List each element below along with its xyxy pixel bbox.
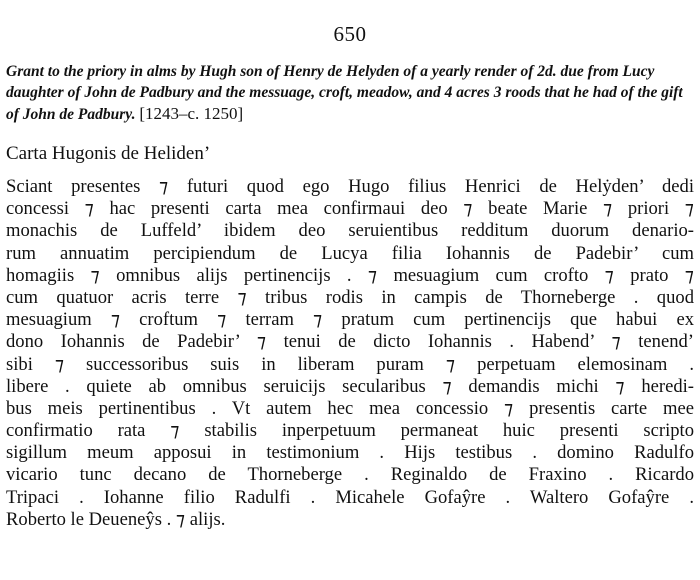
charter-title: Carta Hugonis de Heliden’ — [6, 143, 211, 164]
body-line: Roberto le Deueneŷs . ⁊ alijs. — [6, 508, 226, 530]
body-line: libere . quiete ab omnibus seruicijs secularibus ⁊ demandis michi ⁊ heredi- — [6, 375, 694, 397]
body-line: sibi ⁊ successoribus suis in liberam puram ⁊ perpetuam elemosinam . — [6, 353, 694, 375]
body-line: bus meis pertinentibus . Vt autem hec mea concessio ⁊ presentis carte mee — [6, 397, 694, 419]
body-line: vicario tunc decano de Thorneberge . Reginaldo de Fraxino . Ricardo — [6, 464, 694, 486]
body-line: cum quatuor acris terre ⁊ tribus rodis in campis de Thorneberge . quod — [6, 286, 694, 308]
body-line: Tripaci . Iohanne filio Radulfi . Micahele Gofaŷre . Waltero Gofaŷre . — [6, 486, 694, 508]
body-line: homagiis ⁊ omnibus alijs pertinencijs . ⁊ mesuagium cum crofto ⁊ prato ⁊ — [6, 264, 694, 286]
charter-body — [6, 176, 694, 531]
body-line: Sciant presentes ⁊ futuri quod ego Hugo filius Henrici de Helẏden’ dedi — [6, 176, 694, 197]
summary-date: [1243–c. 1250] — [139, 104, 244, 123]
body-line: concessi ⁊ hac presenti carta mea confirmaui deo ⁊ beate Marie ⁊ priori ⁊ — [6, 198, 694, 220]
body-line: sigillum meum apposui in testimonium . Hijs testibus . domino Radulfo — [6, 442, 694, 464]
summary-text: Grant to the priory in alms by Hugh son of Henry de Helyden of a yearly render of 2d. due from Lucy daughter of John de Padbury and the messuage, croft, meadow, and 4 acres 3 roods that he had of the gift of John de Padbury. — [6, 63, 683, 123]
body-line: monachis de Luffeld’ ibidem deo seruientibus redditum duorum denario- — [6, 220, 694, 242]
document-number: 650 — [333, 22, 367, 46]
charter-summary — [6, 61, 696, 125]
body-line: dono Iohannis de Padebir’ ⁊ tenui de dicto Iohannis . Habend’ ⁊ tenend’ — [6, 331, 694, 353]
body-line: rum annuatim percipiendum de Lucya filia Iohannis de Padebir’ cum — [6, 242, 694, 264]
body-line: confirmatio rata ⁊ stabilis inperpetuum permaneat huic presenti scripto — [6, 420, 694, 442]
body-line: mesuagium ⁊ croftum ⁊ terram ⁊ pratum cum pertinencijs que habui ex — [6, 309, 694, 331]
